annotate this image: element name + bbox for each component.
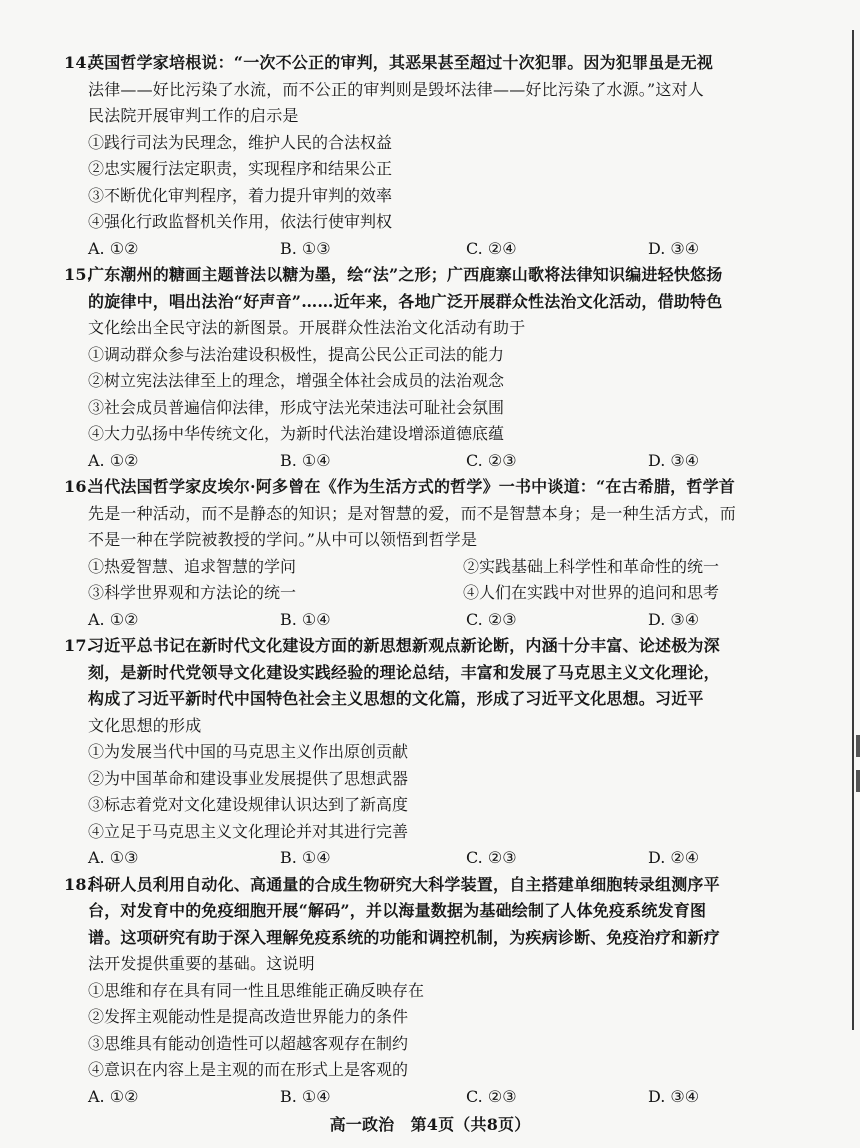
answer-choice-a: A. ①② bbox=[88, 609, 139, 629]
answer-choice-c: C. ②④ bbox=[466, 238, 517, 258]
question-stem-line: 谱。这项研究有助于深入理解免疫系统的功能和调控机制，为疾病诊断、免疫治疗和新疗 bbox=[88, 927, 720, 947]
option-statement: ④大力弘扬中华传统文化，为新时代法治建设增添道德底蕴 bbox=[88, 424, 505, 443]
question-17 bbox=[64, 633, 808, 872]
question-number: 16. bbox=[64, 477, 93, 496]
answer-choice-b: B. ①④ bbox=[280, 450, 331, 470]
answer-choice-a: A. ①③ bbox=[88, 848, 139, 867]
question-stem-line: 15.广东潮州的糖画主题普法以糖为墨，绘“法”之形；广西鹿寨山歌将法律知识编进轻快悠扬 bbox=[88, 262, 808, 289]
answer-choices bbox=[88, 1084, 808, 1111]
option-statement: ②树立宪法法律至上的理念，增强全体社会成员的法治观念 bbox=[88, 371, 505, 390]
option-statement: ④强化行政监督机关作用，依法行使审判权 bbox=[88, 212, 393, 231]
question-stem-line: 法开发提供重要的基础。这说明 bbox=[88, 954, 315, 973]
question-stem-line: 法律——好比污染了水流，而不公正的审判则是毁坏法律——好比污染了水源。”这对人 bbox=[88, 79, 704, 99]
answer-choice-d: D. ③④ bbox=[648, 609, 700, 629]
questions-area bbox=[64, 50, 808, 1110]
question-stem-line: 文化绘出全民守法的新图景。开展群众性法治文化活动有助于 bbox=[88, 318, 526, 337]
question-stem-line: 刻，是新时代党领导文化建设实践经验的理论总结，丰富和发展了马克思主义文化理论， bbox=[88, 662, 720, 682]
answer-choice-c: C. ②③ bbox=[466, 848, 517, 867]
binding-mark bbox=[856, 770, 860, 792]
question-number: 18. bbox=[64, 874, 93, 894]
page-edge-line bbox=[852, 30, 854, 1030]
option-statement: ④立足于马克思主义文化理论并对其进行完善 bbox=[88, 821, 409, 841]
question-stem-line: 16.当代法国哲学家皮埃尔·阿多曾在《作为生活方式的哲学》一书中谈道：“在古希腊，哲学首 bbox=[88, 474, 808, 501]
answer-choice-c: C. ②③ bbox=[466, 1086, 517, 1106]
option-statement: ③标志着党对文化建设规律认识达到了新高度 bbox=[88, 795, 409, 814]
answer-choice-d: D. ③④ bbox=[648, 450, 700, 470]
question-number: 17. bbox=[64, 636, 93, 655]
option-statement: ④意识在内容上是主观的而在形式上是客观的 bbox=[88, 1060, 409, 1079]
answer-choice-d: D. ③④ bbox=[648, 1086, 700, 1106]
question-15 bbox=[64, 262, 808, 474]
option-statement: ③思维具有能动创造性可以超越客观存在制约 bbox=[88, 1033, 409, 1053]
question-stem-line: 17.习近平总书记在新时代文化建设方面的新思想新观点新论断，内涵十分丰富、论述极为深 bbox=[88, 633, 808, 660]
answer-choice-b: B. ①④ bbox=[280, 1086, 331, 1106]
option-statement: ③不断优化审判程序，着力提升审判的效率 bbox=[88, 185, 393, 205]
answer-choice-a: A. ①② bbox=[88, 450, 139, 470]
option-statement: ①践行司法为民理念，维护人民的合法权益 bbox=[88, 132, 393, 152]
question-stem-line: 不是一种在学院被教授的学问。”从中可以领悟到哲学是 bbox=[88, 530, 478, 549]
answer-choice-d: D. ②④ bbox=[648, 848, 700, 867]
answer-choices bbox=[88, 607, 808, 634]
question-stem-line: 文化思想的形成 bbox=[88, 715, 202, 735]
answer-choices bbox=[88, 845, 808, 872]
question-stem-line: 台，对发育中的免疫细胞开展“解码”，并以海量数据为基础绘制了人体免疫系统发育图 bbox=[88, 901, 707, 920]
question-stem-line: 构成了习近平新时代中国特色社会主义思想的文化篇，形成了习近平文化思想。习近平 bbox=[88, 689, 704, 708]
question-stem-line: 18.科研人员利用自动化、高通量的合成生物研究大科学装置，自主搭建单细胞转录组测序平 bbox=[88, 872, 808, 899]
answer-choice-d: D. ③④ bbox=[648, 238, 700, 258]
answer-choice-a: A. ①② bbox=[88, 1086, 139, 1106]
option-statement: ②忠实履行法定职责，实现程序和结果公正 bbox=[88, 159, 393, 178]
option-statement: ②为中国革命和建设事业发展提供了思想武器 bbox=[88, 768, 409, 788]
option-statement: ③科学世界观和方法论的统一 bbox=[88, 583, 297, 602]
answer-choice-c: C. ②③ bbox=[466, 609, 517, 629]
answer-choice-b: B. ①③ bbox=[280, 238, 331, 258]
question-14 bbox=[64, 50, 808, 262]
answer-choice-b: B. ①④ bbox=[280, 609, 331, 629]
binding-mark bbox=[856, 735, 860, 757]
question-stem-line: 先是一种活动，而不是静态的知识；是对智慧的爱，而不是智慧本身；是一种生活方式，而 bbox=[88, 503, 737, 523]
answer-choice-b: B. ①④ bbox=[280, 848, 331, 867]
answer-choice-c: C. ②③ bbox=[466, 450, 517, 470]
question-number: 14. bbox=[64, 53, 93, 72]
answer-choices bbox=[88, 448, 808, 475]
option-statement: ②实践基础上科学性和革命性的统一 bbox=[463, 556, 720, 576]
question-18 bbox=[64, 872, 808, 1111]
page-footer: 高一政治 第4页（共8页） bbox=[329, 1115, 531, 1134]
option-statement: ①思维和存在具有同一性且思维能正确反映存在 bbox=[88, 980, 425, 1000]
answer-choices bbox=[88, 236, 808, 263]
option-statement: ②发挥主观能动性是提高改造世界能力的条件 bbox=[88, 1007, 409, 1026]
option-statement: ④人们在实践中对世界的追问和思考 bbox=[463, 583, 720, 602]
option-grid bbox=[88, 554, 808, 607]
answer-choice-a: A. ①② bbox=[88, 238, 139, 258]
question-stem-line: 14.英国哲学家培根说：“一次不公正的审判，其恶果甚至超过十次犯罪。因为犯罪虽是无视 bbox=[88, 50, 808, 77]
question-stem-line: 的旋律中，唱出法治“好声音”……近年来，各地广泛开展群众性法治文化活动，借助特色 bbox=[88, 291, 723, 311]
option-statement: ①为发展当代中国的马克思主义作出原创贡献 bbox=[88, 742, 409, 761]
question-16 bbox=[64, 474, 808, 633]
question-stem-line: 民法院开展审判工作的启示是 bbox=[88, 106, 299, 125]
option-statement: ①热爱智慧、追求智慧的学问 bbox=[88, 556, 297, 576]
option-statement: ③社会成员普遍信仰法律，形成守法光荣违法可耻社会氛围 bbox=[88, 397, 505, 417]
question-number: 15. bbox=[64, 265, 93, 284]
option-statement: ①调动群众参与法治建设积极性，提高公民公正司法的能力 bbox=[88, 344, 505, 364]
